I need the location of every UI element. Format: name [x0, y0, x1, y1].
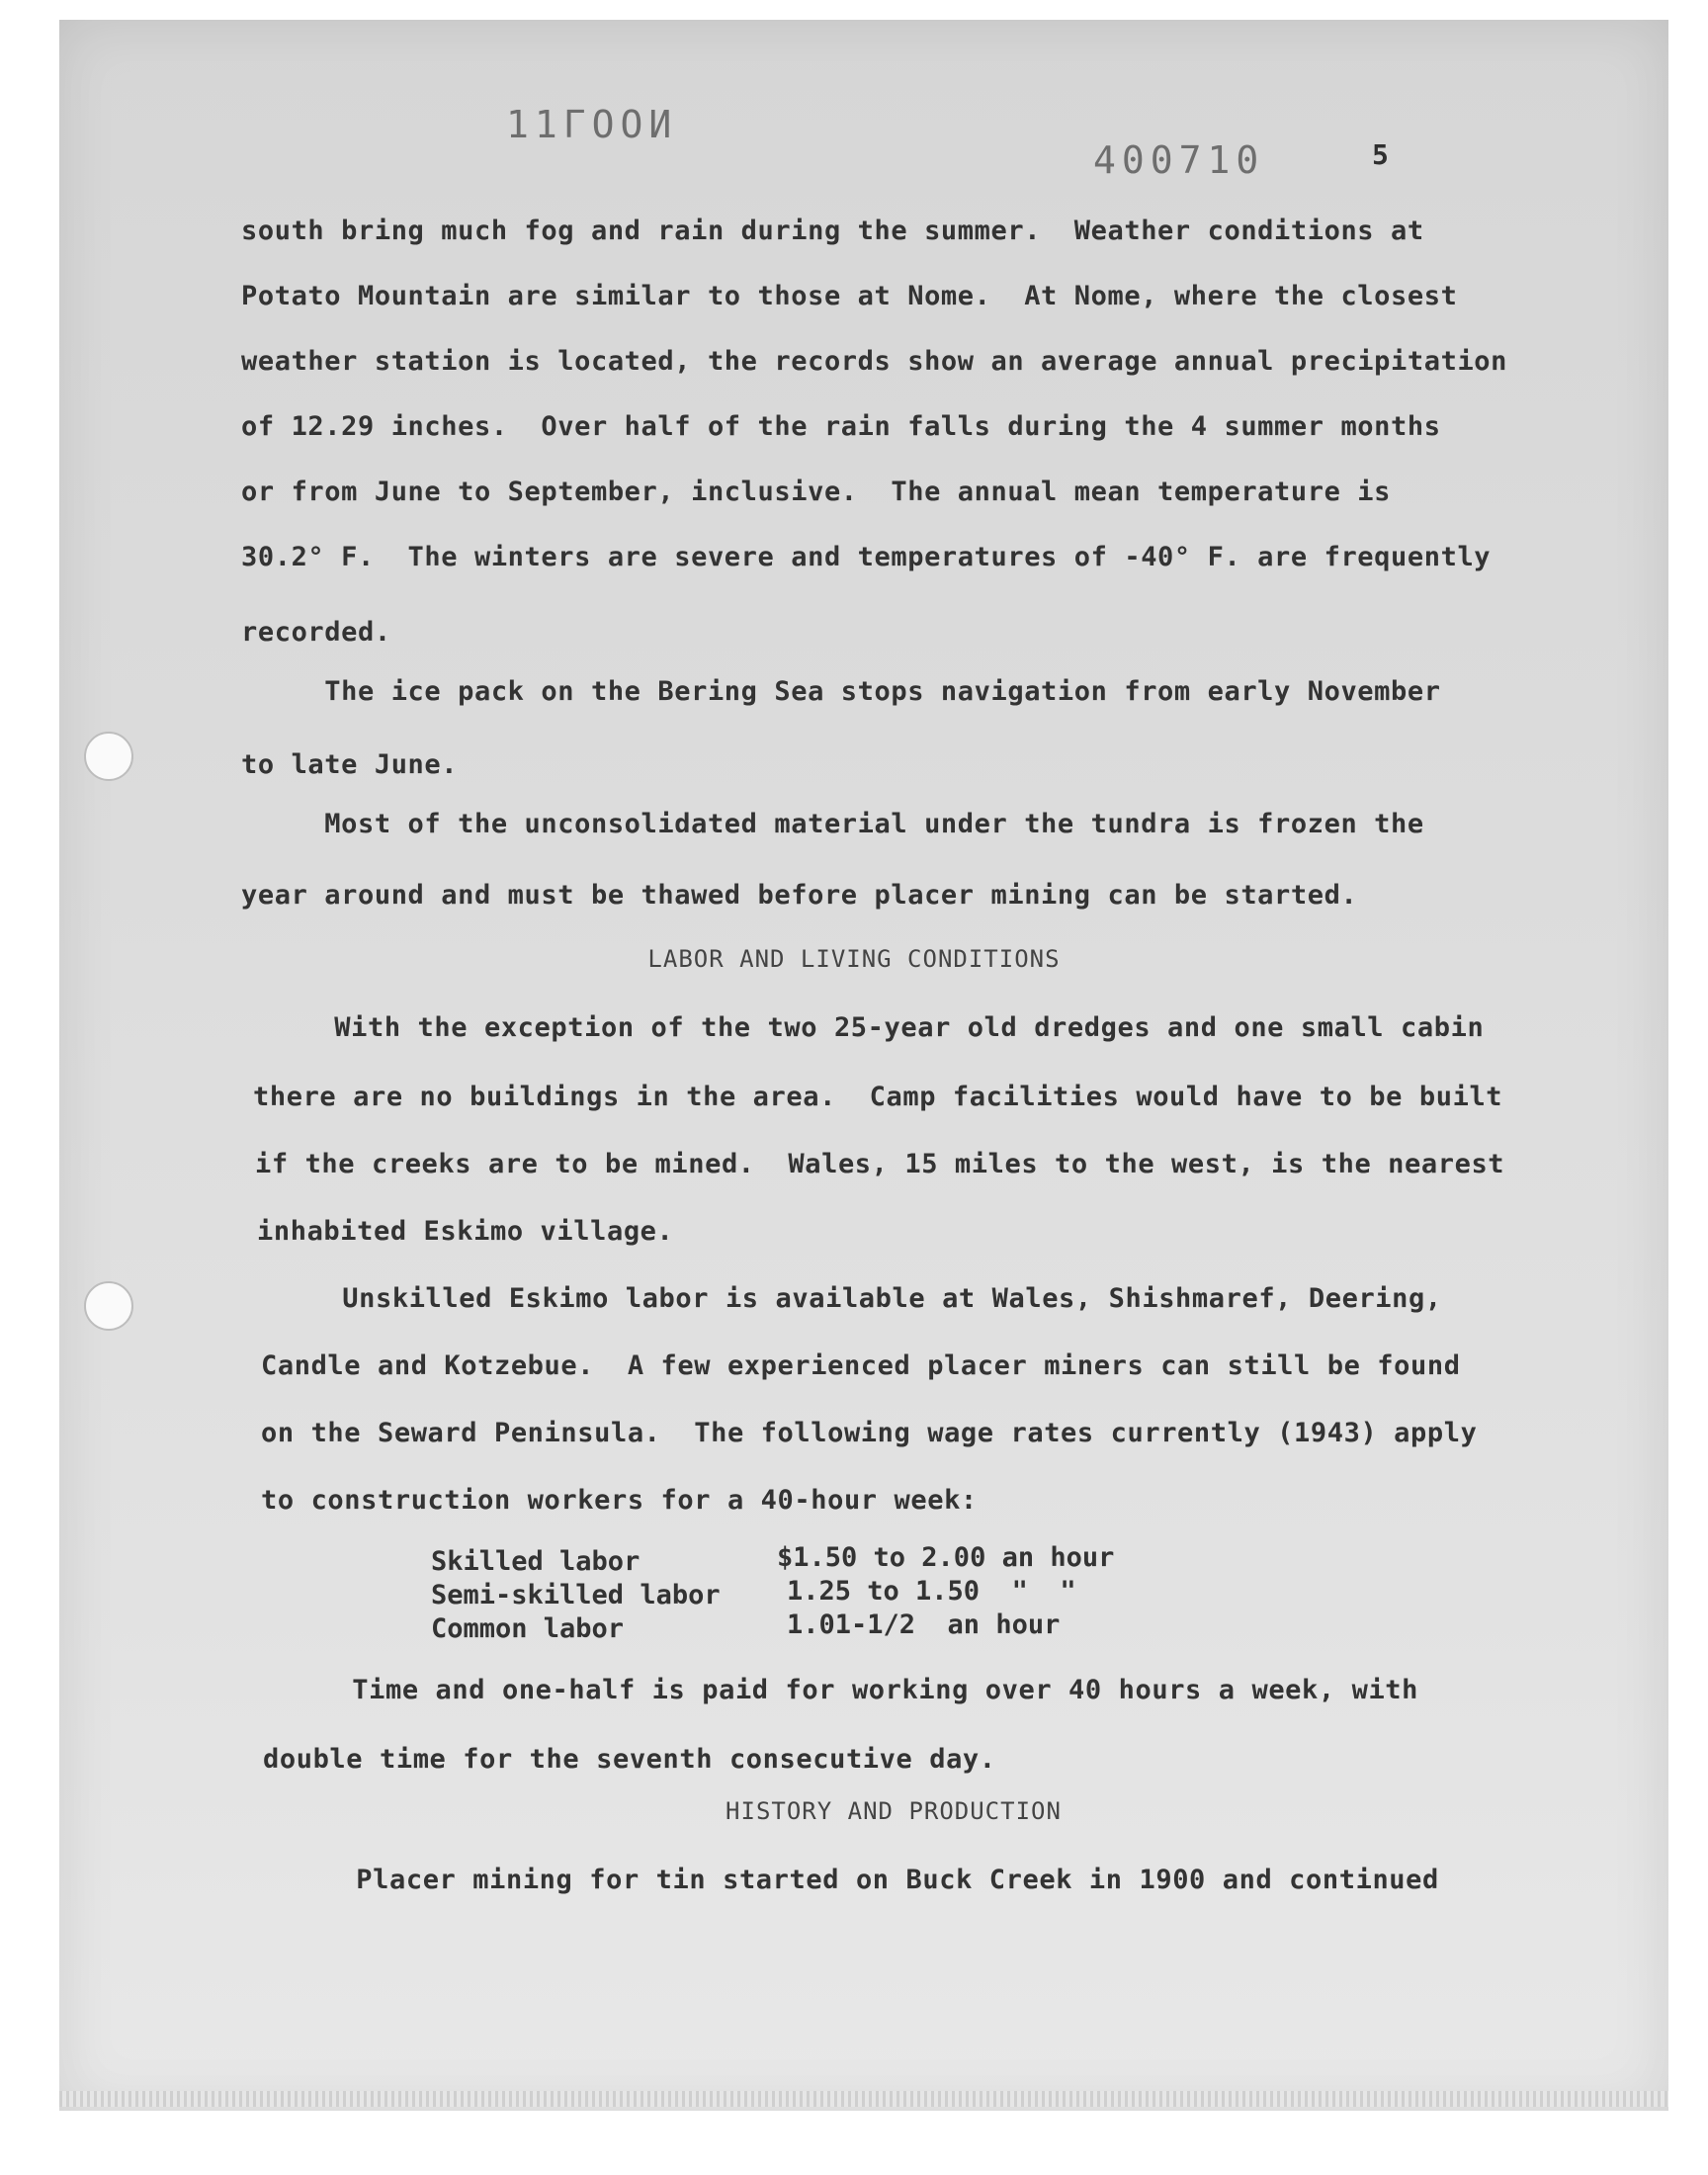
text-line: With the exception of the two 25-year old dredges and one small cabin — [251, 1012, 1485, 1043]
text-line: year around and must be thawed before placer mining can be started. — [241, 880, 1358, 911]
wage-type: Skilled labor — [431, 1546, 640, 1577]
section-heading-labor: LABOR AND LIVING CONDITIONS — [647, 945, 1061, 973]
text-line: to late June. — [241, 749, 459, 780]
text-line: Unskilled Eskimo labor is available at Wales, Shishmaref, Deering, — [259, 1283, 1442, 1314]
text-line: to construction workers for a 40-hour week: — [261, 1485, 978, 1516]
text-line: Candle and Kotzebue. A few experienced placer miners can still be found — [261, 1350, 1461, 1381]
text-line: or from June to September, inclusive. The annual mean temperature is — [241, 477, 1392, 507]
text-line: Potato Mountain are similar to those at Nome. At Nome, where the closest — [241, 281, 1458, 311]
text-line: Most of the unconsolidated material under the tundra is frozen the — [241, 809, 1424, 839]
stamp-left: 11ГООИ — [506, 103, 678, 146]
text-line: if the creeks are to be mined. Wales, 15 miles to the west, is the nearest — [255, 1149, 1505, 1179]
wage-rate: 1.01-1/2 an hour — [787, 1610, 1061, 1640]
page-number: 5 — [1372, 138, 1389, 171]
text-line: 30.2° F. The winters are severe and temperatures of -40° F. are frequently — [241, 542, 1492, 572]
text-line: south bring much fog and rain during the summer. Weather conditions at — [241, 216, 1424, 246]
wage-type: Common labor — [431, 1613, 625, 1644]
text-line: of 12.29 inches. Over half of the rain falls during the 4 summer months — [241, 411, 1441, 442]
section-heading-history: HISTORY AND PRODUCTION — [726, 1797, 1062, 1825]
text-line: on the Seward Peninsula. The following wage rates currently (1943) apply — [261, 1418, 1478, 1448]
text-line: recorded. — [241, 617, 391, 648]
text-line: Time and one-half is paid for working over 40 hours a week, with — [269, 1675, 1419, 1705]
text-line: inhabited Eskimo village. — [257, 1216, 674, 1247]
text-line: double time for the seventh consecutive day. — [263, 1744, 996, 1775]
text-line: weather station is located, the records show an average annual precipitation — [241, 346, 1508, 377]
text-line: there are no buildings in the area. Camp facilities would have to be built — [253, 1082, 1503, 1112]
wage-rate: $1.50 to 2.00 an hour — [777, 1542, 1115, 1573]
text-line: The ice pack on the Bering Sea stops navigation from early November — [241, 676, 1441, 707]
wage-rate: 1.25 to 1.50 " " — [787, 1576, 1076, 1607]
punch-hole-bottom — [84, 1281, 133, 1331]
text-line: Placer mining for tin started on Buck Creek in 1900 and continued — [273, 1865, 1439, 1895]
punch-hole-top — [84, 732, 133, 781]
wage-type: Semi-skilled labor — [431, 1580, 721, 1610]
scan-edge-strip — [59, 2091, 1668, 2107]
stamp-right: 400710 — [1093, 138, 1265, 182]
